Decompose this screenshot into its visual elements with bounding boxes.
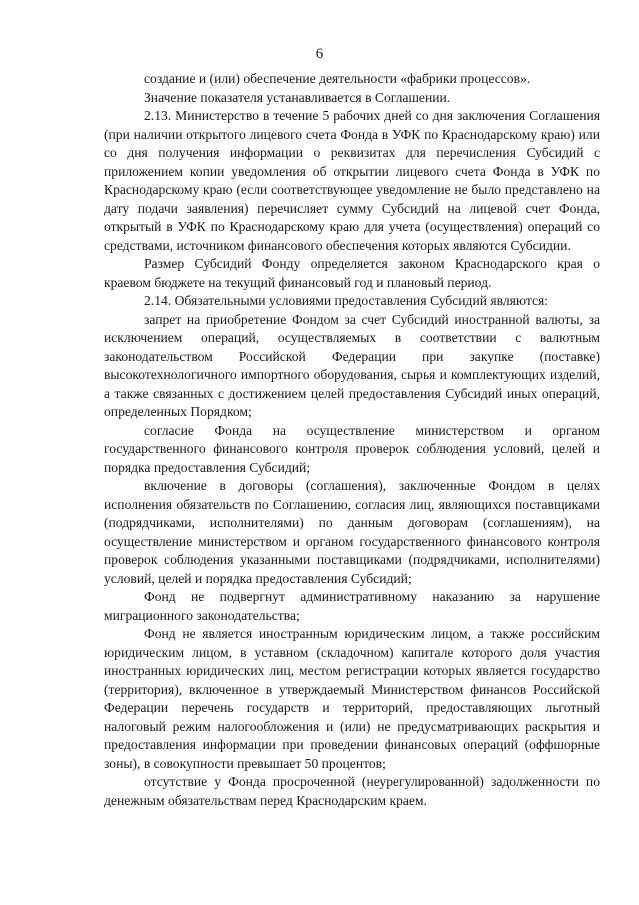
paragraph-control-consent: согласие Фонда на осуществление министерством и органом государственного финансового контроля проверок соблюдения условий, целей и порядка предоставления Субсидий; <box>104 422 600 475</box>
paragraph-factory-processes: создание и (или) обеспечение деятельности «фабрики процессов». <box>144 71 531 86</box>
paragraph-indicator-value: Значение показателя устанавливается в Соглашении. <box>144 89 451 105</box>
document-body <box>104 70 600 810</box>
paragraph-clause-2-14: 2.14. Обязательными условиями предоставления Субсидий являются: <box>144 293 549 308</box>
paragraph-subsidy-amount: Размер Субсидий Фонду определяется законом Краснодарского края о краевом бюджете на текущий финансовый год и плановый период. <box>104 256 600 290</box>
paragraph-migration: Фонд не подвергнут административному наказанию за нарушение миграционного законодательства; <box>104 589 600 623</box>
paragraph-no-debt: отсутствие у Фонда просроченной (неурегулированной) задолженности по денежным обязательствам перед Краснодарским краем. <box>104 774 600 808</box>
paragraph-contract-inclusion: включение в договоры (соглашения), заключенные Фондом в целях исполнения обязательств по Соглашению, согласия лиц, являющихся поставщиками (подрядчиками, исполнителями) по данным договорам (соглашениям), на осуществление министерством и органом государственного финансового контроля проверок соблюдения указанными поставщиками (подрядчиками, исполнителями) условий, целей и порядка предоставления Субсидий; <box>104 478 600 586</box>
paragraph-clause-2-13: 2.13. Министерство в течение 5 рабочих дней со дня заключения Соглашения (при наличии открытого лицевого счета Фонда в УФК по Краснодарскому краю) или со дня получения информации о реквизитах для перечисления Субсидий с приложением копии уведомления об открытии лицевого счета Фонда в УФК по Краснодарскому краю (если соответствующее уведомление не было представлено на дату подачи заявления) перечисляет сумму Субсидий на лицевой счет Фонда, открытый в УФК по Краснодарскому краю для учета (осуществления) операций со средствами, источником финансового обеспечения которых являются Субсидии. <box>104 108 600 253</box>
page-number: 6 <box>315 46 324 62</box>
paragraph-currency-ban: запрет на приобретение Фондом за счет Субсидий иностранной валюты, за исключением операций, осуществляемых в соответствии с валютным законодательством Российской Федерации при закупке (поставке) высокотехнологичного импортного оборудования, сырья и комплектующих изделий, а также связанных с достижением целей предоставления Субсидий иных операций, определенных Порядком; <box>104 311 600 419</box>
paragraph-offshore: Фонд не является иностранным юридическим лицом, а также российским юридическим лицом, в уставном (складочном) капитале которого доля участия иностранных юридических лиц, местом регистрации которых является государство (территория), включенное в утверждаемый Министерством финансов Российской Федерации перечень государств и территорий, предоставляющих льготный налоговый режим налогообложения и (или) не предусматривающих раскрытия и предоставления информации при проведении финансовых операций (оффшорные зоны), в совокупности превышает 50 процентов; <box>104 626 600 771</box>
